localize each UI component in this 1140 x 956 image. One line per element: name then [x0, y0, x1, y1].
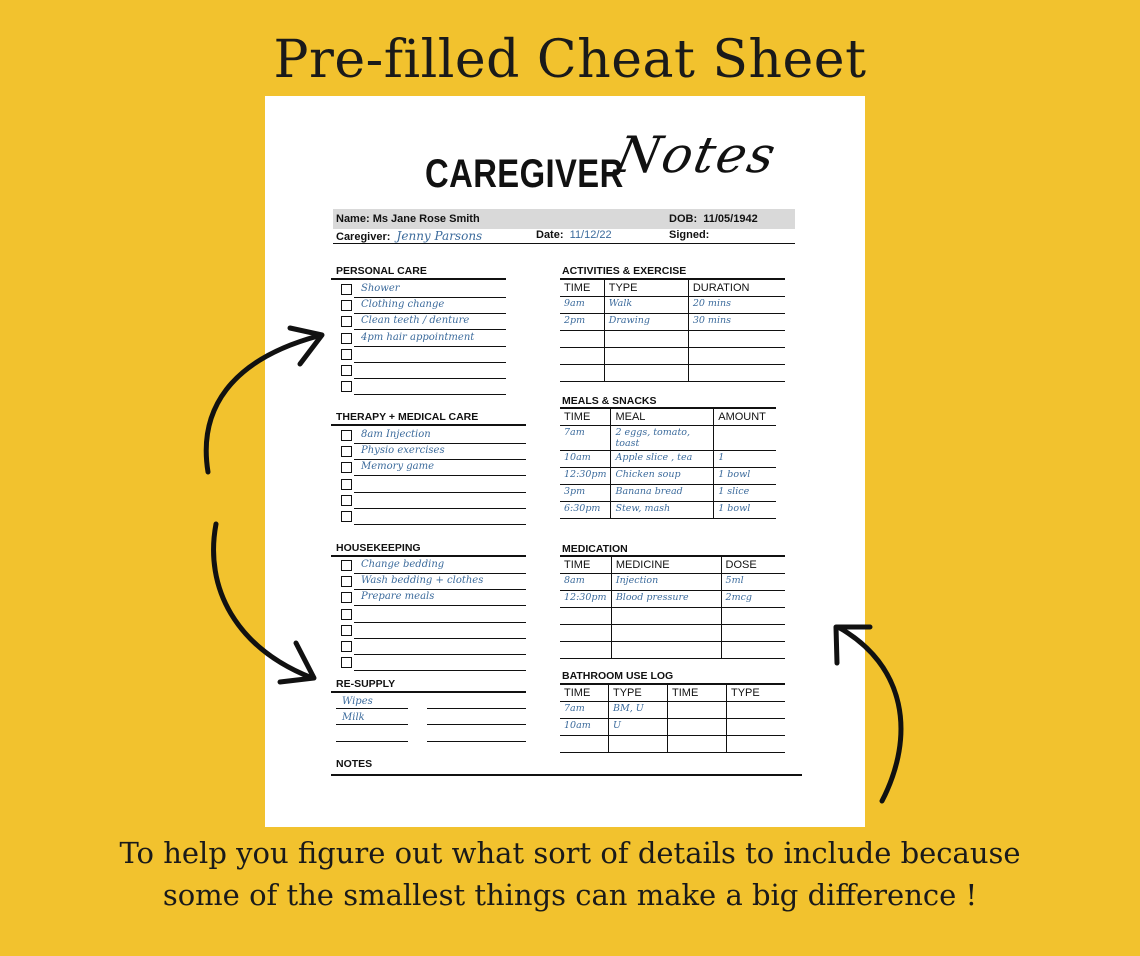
checklist-item — [331, 607, 526, 623]
caregiver-notes-sheet — [265, 96, 865, 827]
checkbox[interactable] — [341, 641, 352, 652]
activities-table — [560, 278, 785, 382]
checkbox[interactable] — [341, 495, 352, 506]
table-cell — [688, 331, 785, 348]
checklist-text: Physio exercises — [361, 445, 445, 457]
table-cell: 30 mins — [688, 314, 785, 331]
table-row — [560, 502, 776, 519]
checkbox[interactable] — [341, 365, 352, 376]
table-cell: 8am — [560, 574, 611, 591]
checkbox[interactable] — [341, 511, 352, 522]
header-rule — [333, 243, 795, 244]
column-header: TIME — [668, 684, 727, 702]
column-header: DOSE — [721, 556, 785, 574]
table-cell: Banana bread — [611, 485, 714, 502]
table-cell: 12:30pm — [560, 468, 611, 485]
table-cell — [727, 719, 786, 736]
table-cell — [604, 331, 688, 348]
checklist-item — [331, 623, 526, 639]
checklist-item — [331, 282, 506, 298]
table-cell: 12:30pm — [560, 591, 611, 608]
bathroom-table — [560, 683, 785, 753]
checklist-text: Clean teeth / denture — [361, 315, 470, 327]
table-cell: 1 slice — [714, 485, 776, 502]
resupply-line — [336, 724, 408, 725]
table-row — [560, 468, 776, 485]
checklist-item — [331, 590, 526, 606]
checkbox[interactable] — [341, 284, 352, 295]
table-cell — [688, 348, 785, 365]
checklist-item — [331, 363, 506, 379]
table-cell: U — [609, 719, 668, 736]
checklist-item — [331, 428, 526, 444]
checklist-item — [331, 298, 506, 314]
checkbox[interactable] — [341, 625, 352, 636]
checklist-text: Clothing change — [361, 299, 445, 311]
table-cell — [727, 736, 786, 753]
checklist-item — [331, 444, 526, 460]
sheet-title — [265, 122, 865, 202]
checklist-item — [331, 558, 526, 574]
meals-title: MEALS & SNACKS — [562, 395, 657, 407]
resupply-item: Milk — [342, 712, 365, 723]
table-cell — [668, 736, 727, 753]
table-cell: Walk — [604, 297, 688, 314]
checkbox[interactable] — [341, 300, 352, 311]
column-header: TIME — [560, 408, 611, 426]
checklist-item — [331, 460, 526, 476]
table-cell — [611, 625, 721, 642]
table-cell: 3pm — [560, 485, 611, 502]
checklist-text: Wash bedding + clothes — [361, 575, 484, 587]
signed-field: Signed: — [669, 229, 710, 241]
table-cell: Apple slice , tea — [611, 451, 714, 468]
table-cell: Blood pressure — [611, 591, 721, 608]
personal-care-rule — [331, 278, 506, 280]
checkbox[interactable] — [341, 381, 352, 392]
checklist-item — [331, 493, 526, 509]
table-row — [560, 574, 785, 591]
curved-arrow-icon — [190, 320, 340, 480]
table-cell: Chicken soup — [611, 468, 714, 485]
resupply-rule — [331, 691, 526, 693]
curved-arrow-icon — [820, 615, 920, 810]
column-header: TIME — [560, 279, 604, 297]
checklist-item — [331, 314, 506, 330]
column-header: TYPE — [727, 684, 786, 702]
checklist-text: 4pm hair appointment — [361, 331, 475, 343]
table-cell: 2mcg — [721, 591, 785, 608]
table-cell — [560, 365, 604, 382]
column-header: AMOUNT — [714, 408, 776, 426]
table-row — [560, 365, 785, 382]
checklist-item — [331, 655, 526, 671]
table-cell: 1 bowl — [714, 502, 776, 519]
resupply-line — [427, 708, 526, 709]
checkbox[interactable] — [341, 316, 352, 327]
checklist-item — [331, 509, 526, 525]
table-cell: Stew, mash — [611, 502, 714, 519]
resupply-title: RE-SUPPLY — [336, 678, 396, 690]
table-cell — [560, 608, 611, 625]
checkbox[interactable] — [341, 446, 352, 457]
column-header: MEAL — [611, 408, 714, 426]
table-cell — [604, 365, 688, 382]
table-cell — [714, 426, 776, 451]
checklist-text: Prepare meals — [361, 591, 435, 603]
checkbox[interactable] — [341, 430, 352, 441]
table-cell — [721, 642, 785, 659]
title-script: Notes — [610, 126, 783, 184]
footer-caption — [0, 832, 1140, 916]
table-cell: 1 — [714, 451, 776, 468]
column-header: MEDICINE — [611, 556, 721, 574]
checklist-item — [331, 331, 506, 347]
checkbox[interactable] — [341, 609, 352, 620]
checkbox[interactable] — [341, 576, 352, 587]
column-header: DURATION — [688, 279, 785, 297]
table-cell — [611, 642, 721, 659]
table-row — [560, 348, 785, 365]
table-row — [560, 625, 785, 642]
table-cell: 9am — [560, 297, 604, 314]
therapy-rule — [331, 424, 526, 426]
table-cell — [560, 736, 609, 753]
table-cell: 10am — [560, 719, 609, 736]
write-line — [354, 394, 506, 395]
title-word: CAREGIVER — [425, 152, 624, 196]
table-cell — [727, 702, 786, 719]
resupply-line — [427, 724, 526, 725]
table-cell: BM, U — [609, 702, 668, 719]
medication-title: MEDICATION — [562, 543, 628, 555]
table-cell: Drawing — [604, 314, 688, 331]
table-cell — [668, 719, 727, 736]
table-row — [560, 591, 785, 608]
resupply-line — [427, 741, 526, 742]
table-cell — [721, 608, 785, 625]
table-row — [560, 736, 785, 753]
checklist-item — [331, 574, 526, 590]
notes-rule — [331, 774, 802, 776]
table-cell: 7am — [560, 426, 611, 451]
table-cell: 2pm — [560, 314, 604, 331]
table-cell — [721, 625, 785, 642]
table-cell — [560, 348, 604, 365]
checklist-text: Change bedding — [361, 559, 445, 570]
table-row — [560, 608, 785, 625]
housekeeping-title: HOUSEKEEPING — [336, 542, 421, 554]
activities-title: ACTIVITIES & EXERCISE — [562, 265, 687, 277]
checkbox[interactable] — [341, 462, 352, 473]
table-cell: 5ml — [721, 574, 785, 591]
resupply-item: Wipes — [342, 696, 373, 707]
table-cell: 2 eggs, tomato, toast — [611, 426, 714, 451]
column-header: TIME — [560, 556, 611, 574]
checklist-text: 8am Injection — [361, 429, 431, 440]
column-header: TYPE — [609, 684, 668, 702]
notes-title: NOTES — [336, 758, 373, 770]
table-row — [560, 331, 785, 348]
medication-table — [560, 555, 785, 659]
checklist-text: Memory game — [361, 461, 435, 473]
curved-arrow-icon — [196, 518, 336, 688]
table-cell: 6:30pm — [560, 502, 611, 519]
column-header: TIME — [560, 684, 609, 702]
table-row — [560, 426, 776, 451]
headline: Pre-filled Cheat Sheet — [273, 30, 867, 90]
dob-field: DOB: 11/05/1942 — [669, 213, 758, 225]
meals-table — [560, 407, 776, 519]
table-cell — [560, 331, 604, 348]
checklist-item — [331, 477, 526, 493]
caregiver-field: Caregiver: Jenny Parsons — [336, 229, 483, 243]
write-line — [354, 524, 526, 525]
therapy-title: THERAPY + MEDICAL CARE — [336, 411, 479, 423]
table-row — [560, 642, 785, 659]
table-row — [560, 451, 776, 468]
checkbox[interactable] — [341, 479, 352, 490]
table-cell — [560, 625, 611, 642]
table-cell: 7am — [560, 702, 609, 719]
checkbox[interactable] — [341, 333, 352, 344]
bathroom-title: BATHROOM USE LOG — [562, 670, 674, 682]
checkbox[interactable] — [341, 657, 352, 668]
table-cell: 10am — [560, 451, 611, 468]
table-cell: 20 mins — [688, 297, 785, 314]
column-header: TYPE — [604, 279, 688, 297]
table-row — [560, 702, 785, 719]
table-row — [560, 719, 785, 736]
checkbox[interactable] — [341, 560, 352, 571]
checklist-item — [331, 347, 506, 363]
checklist-item — [331, 639, 526, 655]
table-row — [560, 314, 785, 331]
table-cell: Injection — [611, 574, 721, 591]
table-cell — [668, 702, 727, 719]
table-cell — [688, 365, 785, 382]
table-row — [560, 485, 776, 502]
housekeeping-rule — [331, 555, 526, 557]
footer-line-1: To help you figure out what sort of details to include because — [119, 836, 1021, 870]
resupply-line — [336, 741, 408, 742]
personal-care-title: PERSONAL CARE — [336, 265, 427, 277]
write-line — [354, 670, 526, 671]
name-field: Name: Ms Jane Rose Smith — [336, 213, 480, 225]
table-cell — [611, 608, 721, 625]
table-cell — [560, 642, 611, 659]
table-cell — [609, 736, 668, 753]
resupply-line — [336, 708, 408, 709]
footer-line-2: some of the smallest things can make a big difference ! — [162, 878, 978, 912]
checklist-item — [331, 379, 506, 395]
table-cell: 1 bowl — [714, 468, 776, 485]
checklist-text: Shower — [361, 283, 400, 294]
table-cell — [604, 348, 688, 365]
checkbox[interactable] — [341, 349, 352, 360]
table-row — [560, 297, 785, 314]
date-field: Date: 11/12/22 — [536, 229, 612, 241]
checkbox[interactable] — [341, 592, 352, 603]
